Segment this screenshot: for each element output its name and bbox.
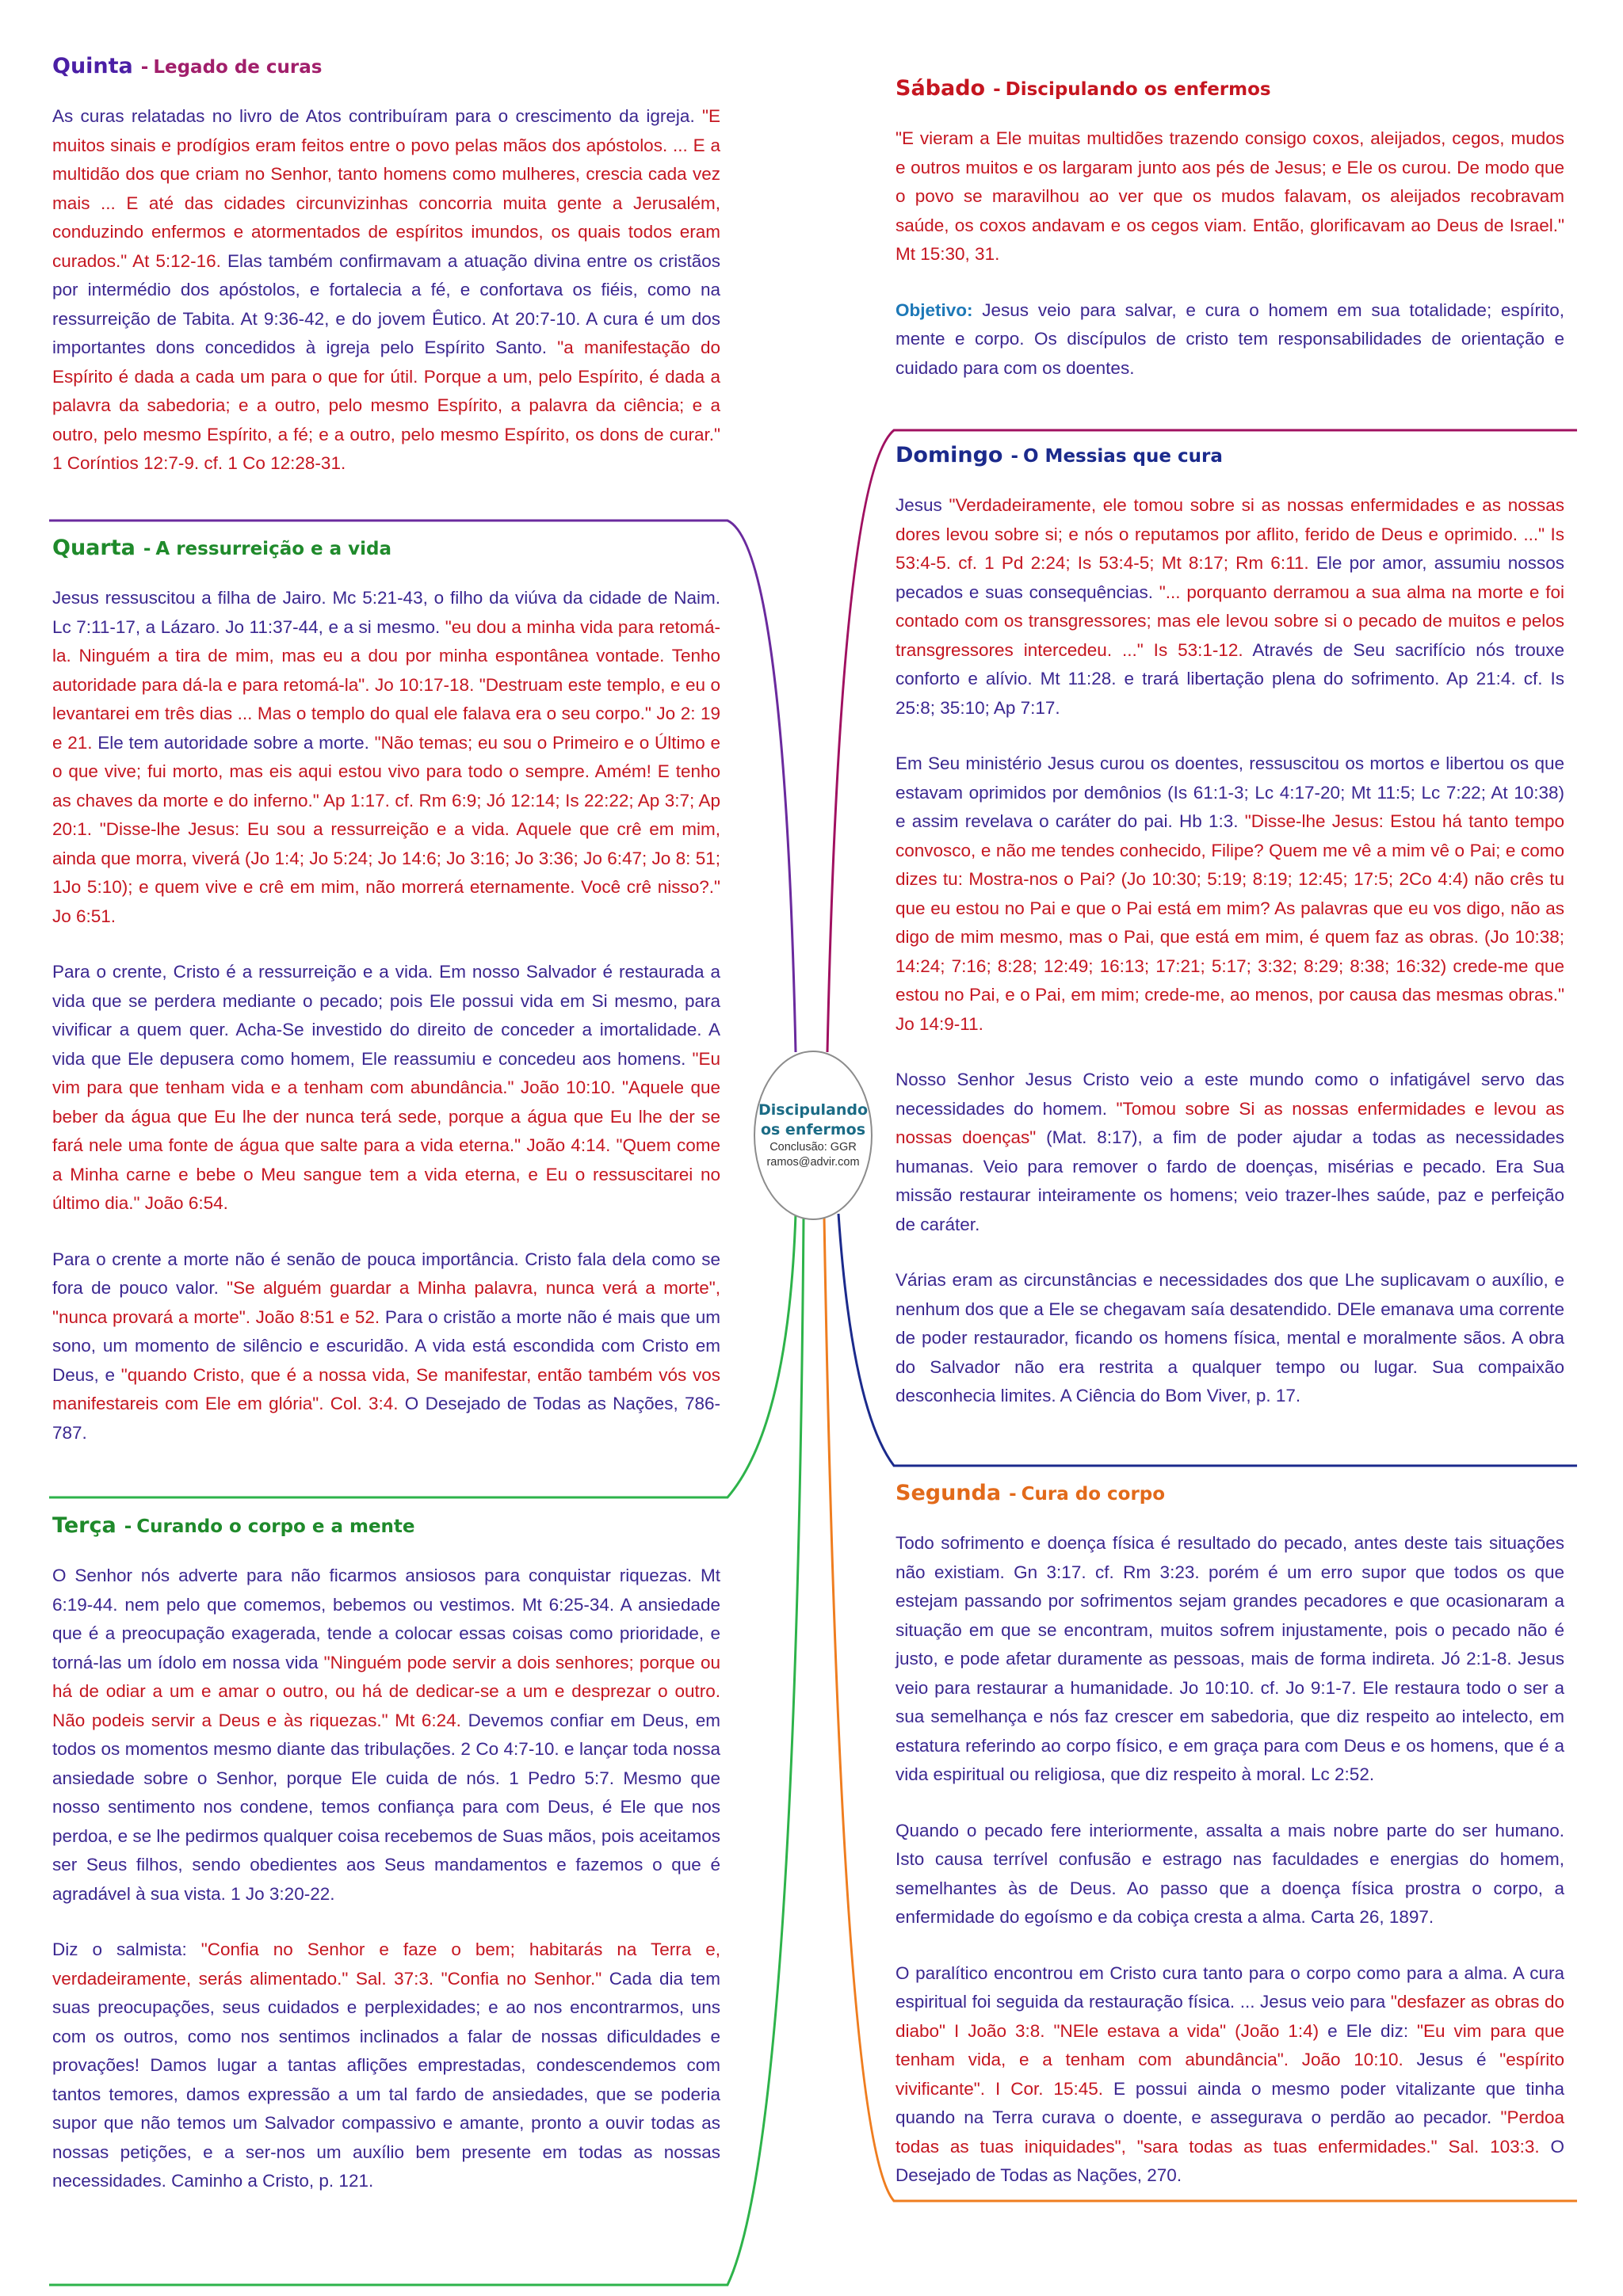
day-title: Sábado [896,76,986,101]
body-text: Jesus [896,495,949,515]
body-text: Em Seu ministério Jesus curou os doentes, ressuscitou os mortos e libertou os que estavam oprimidos por demônios (Is 61:1-3; Lc 4:17-20; Mt 11:5; Lc 7:22; At 10:38) e assim revelava o caráter do pai. Hb 1:3. [896,753,1564,831]
body-text: O Desejado de Todas as Nações, 270. [896,2136,1564,2185]
heading-separator: - [140,57,149,78]
heading-separator: - [143,539,151,559]
quote-text: "Perdoa todas as tuas iniquidades", "sara todas as tuas enfermidades." Sal. 103:3. [896,2107,1564,2157]
body-text: Cada dia tem suas preocupações, seus cuidados e perplexidades; e ao nos encontrarmos, uns com os outros, como nos sentimos inclinados a falar de nossas dificuldades e provações! Damos lugar a tantas aflições emprestadas, condescendemos com tantos temores, damos expressão a um tal fardo de ansiedades, que se poderia supor que não temos um Salvador compassivo e amante, pronto a ouvir todas as nossas petições, e a ser-nos um auxílio bem presente em todas as nossas necessidades. Caminho a Cristo, p. 121. [52,1968,721,2191]
body-text: O Desejado de Todas as Nações, 786-787. [52,1394,720,1443]
section-quinta [52,54,720,505]
quote-text: "Ninguém pode servir a dois senhores; porque ou há de odiar a um e amar o outro, ou há de dedicar-se a um e desprezar o outro. Não podeis servir a Deus e às riquezas." Mt 6:24. [52,1652,720,1730]
paragraph [896,1529,1564,1790]
paragraph [52,1936,720,2196]
quote-text: "Não temas; eu sou o Primeiro e o Último e o que vive; fui morto, mas eis aqui estou vivo para todo o sempre. Amém! E tenho as chaves da morte e do inferno." Ap 1:17. cf. Rm 6:9; Jó 12:14; Is 22:22; Ap 3:7; Ap 20:1. "Disse-lhe Jesus: Eu sou a ressurreição e a vida. Aquele que crê em mim, ainda que morra, viverá (Jo 1:4; Jo 5:24; Jo 14:6; Jo 3:16; Jo 3:36; Jo 6:47; Jo 8: 51; 1Jo 5:10); e quem vive e crê em mim, não morrerá eternamente. Você crê nisso?." Jo 6:51. [52,732,721,926]
section-heading [52,1513,720,1538]
quote-text: "E vieram a Ele muitas multidões trazendo consigo coxos, aleijados, cegos, mudos e outros muitos e os largaram junto aos pés de Jesus; e Ele os curou. De modo que o povo se maravilhou ao ver que os mudos falavam, os aleijados recobravam saúde, os coxos andavam e os cegos viam. Então, glorificavam ao Deus de Israel." Mt 15:30, 31. [896,128,1564,264]
body-text: e Ele diz: [1319,2020,1418,2041]
paragraph [52,1245,720,1448]
section-theme: A ressurreição e a vida [155,539,392,559]
body-text: Todo sofrimento e doença física é resultado do pecado, antes deste tais situações não existiam. Gn 3:17. cf. Rm 3:23. porém é um erro supor que todos os que estejam passando por sofrimentos sejam grandes pecadores e que ocasionaram a situação em que se encontram, muitos sofrem injustamente, pois o pecado não é justo, e pode afetar duramente as pessoas, mais de forma indireta. Jó 2:1-8. Jesus veio para restaurar a humanidade. Jo 10:10. cf. Jo 9:1-7. Ele restaura todo o ser a sua semelhança e nós faz crescer em sabedoria, que diz respeito ao intelecto, em estatura referindo ao corpo físico, e em graça para com Deus e os homens, que é a vida espiritual ou religiosa, que diz respeito à moral. Lc 2:52. [896,1533,1564,1784]
paragraph [896,296,1564,383]
quote-text: "Disse-lhe Jesus: Estou há tanto tempo convosco, e não me tendes conhecido, Filipe? Quem me vê a mim vê o Pai; e como dizes tu: Mostra-nos o Pai? (Jo 10:30; 5:19; 8:19; 12:45; 17:5; 2Co 4:4) não crês tu que eu estou no Pai e que o Pai está em mim? As palavras que eu vos digo, não as digo de mim mesmo, mas o Pai, que está em mim, é quem faz as obras. (Jo 10:38; 14:24; 7:16; 8:28; 12:49; 16:13; 17:21; 5:17; 3:32; 8:29; 8:38; 16:32) crede-me que estou no Pai, e o Pai, em mim; crede-me, ao menos, por causa das mesmas obras." Jo 14:9-11. [896,811,1564,1034]
section-theme: Curando o corpo e a mente [136,1516,415,1537]
paragraph [52,1562,720,1909]
body-text: As curas relatadas no livro de Atos contribuíram para o crescimento da igreja. [52,106,702,126]
body-text: O paralítico encontrou em Cristo cura tanto para o corpo como para a alma. A cura espiritual foi seguida da restauração física. ... Jesus veio para [896,1962,1564,2012]
central-title-line2: os enfermos [760,1121,866,1138]
paragraph [896,1959,1564,2191]
quote-text: "a manifestação do Espírito é dada a cada um para o que for útil. Porque a um, pelo Espírito, é dada a palavra da sabedoria; e a outro, pelo mesmo Espírito, a palavra da ciência; e a outro, pelo mesmo Espírito, a fé; e a outro, pelo mesmo Espírito, os dons de curar." 1 Coríntios 12:7-9. cf. 1 Co 12:28-31. [52,338,720,473]
quote-text: "Tomou sobre Si as nossas enfermidades e levou as nossas doenças" [896,1098,1564,1147]
heading-separator: - [1009,1484,1017,1505]
body-text: Elas também confirmavam a atuação divina entre os cristãos por intermédio dos apóstolos, e fortalecia a fé, e confortava os fiéis, como na ressurreição de Tabita. At 9:36-42, e do jovem Êutico. At 20:7-10. A cura é um dos importantes dons concedidos à igreja pelo Espírito Santo. [52,250,720,357]
section-heading [896,443,1564,467]
section-theme: Legado de curas [153,57,323,78]
paragraph [52,584,720,931]
quote-text: "espírito vivificante". I Cor. 15:45. [896,2050,1565,2099]
paragraph [896,1817,1564,1932]
central-title-line1: Discipulando [758,1101,868,1119]
paragraph [896,124,1564,269]
section-heading [896,76,1564,101]
quote-text: "E muitos sinais e prodígios eram feitos entre o povo pelas mãos dos apóstolos. ... E a multidão dos que criam no Senhor, tanto homens como mulheres, crescia cada vez mais ... E até das cidades circunvizinhas concorria muita gente a Jerusalém, conduzindo enfermos e atormentados de espíritos imundos, os quais todos eram curados." At 5:12-16. [52,106,720,271]
quote-text: "... porquanto derramou a sua alma na morte e foi contado com os transgressores; mas ele levou sobre si o pecado de muitos e pelos transgressores intercedeu. ..." Is 53:1-12. [896,582,1564,660]
body-text: Para o crente a morte não é senão de pouca importância. Cristo fala dela como se fora de pouco valor. [52,1249,720,1298]
section-quarta [52,536,720,1474]
body-text: Ele por amor, assumiu nossos pecados e suas consequências. [896,553,1564,602]
section-theme: O Messias que cura [1023,446,1223,467]
day-title: Quarta [52,536,136,560]
paragraph [896,491,1564,723]
section-theme: Discipulando os enfermos [1005,79,1271,100]
body-text: Ele tem autoridade sobre a morte. [92,732,375,753]
quote-text: "eu dou a minha vida para retomá-la. Ninguém a tira de mim, mas eu a dou por minha espontânea vontade. Tenho autoridade para dá-la e para retomá-la". Jo 10:17-18. "Destruam este templo, e eu o levantarei em três dias ... Mas o templo do qual ele falava era o seu corpo." Jo 2: 19 e 21. [52,616,720,753]
body-text: Devemos confiar em Deus, em todos os momentos mesmo diante das tribulações. 2 Co 4:7-10. e lançar toda nossa ansiedade sobre o Senhor, porque Ele cuida de nós. 1 Pedro 5:7. Mesmo que nosso sentimento nos condene, temos confiança para com Deus, é Ele que nos perdoa, e se lhe pedirmos qualquer coisa recebemos de Suas mãos, pois aceitamos ser Seus filhos, sendo obedientes aos Seus mandamentos e fazemos o que é agradável à sua vista. 1 Jo 3:20-22. [52,1710,720,1904]
section-terca [52,1513,720,2223]
quote-text: "Confia no Senhor e faze o bem; habitarás na Terra e, verdadeiramente, serás alimentado." Sal. 37:3. "Confia no Senhor." [52,1939,720,1989]
heading-separator: - [1010,446,1018,467]
section-segunda [896,1481,1564,2218]
section-theme: Cura do corpo [1021,1484,1166,1505]
paragraph [896,749,1564,1039]
body-text: Quando o pecado fere interiormente, assalta a mais nobre parte do ser humano. Isto causa terrível confusão e estrago nas faculdades e energias do homem, semelhantes às de Deus. Ao passo que a doença física prostra o corpo, a enfermidade do egoísmo e da cobiça cresta a alma. Carta 26, 1897. [896,1820,1564,1927]
section-heading [896,1481,1564,1505]
paragraph [52,102,720,479]
quote-text: "Verdadeiramente, ele tomou sobre si as nossas enfermidades e as nossas dores levou sobre si; e nós o reputamos por aflito, ferido de Deus e oprimido. ..." Is 53:4-5. cf. 1 Pd 2:24; Is 53:4-5; Mt 8:17; Rm 6:11. [896,495,1564,573]
day-title: Segunda [896,1481,1002,1505]
body-text: E possui ainda o mesmo poder vitalizante que tinha quando na Terra curava o doente, e assegurava o perdão ao pecador. [896,2078,1564,2127]
quote-text: "Eu vim para que tenham vida, e a tenham com abundância". João 10:10. [896,2020,1565,2069]
section-heading [52,54,720,78]
body-text: (Mat. 8:17), a fim de poder ajudar a todas as necessidades humanas. Veio para remover o fardo de doenças, misérias e pecado. Era Sua missão restaurar inteiramente os homens; veio trazer-lhes saúde, paz e perfeição de caráter. [896,1127,1564,1234]
paragraph [52,958,720,1219]
central-note-line2: ramos@advir.com [766,1156,860,1169]
central-topic [754,1051,873,1220]
heading-separator: - [993,79,1001,100]
day-title: Terça [52,1513,116,1538]
section-heading [52,536,720,560]
body-text: Diz o salmista: [52,1939,201,1959]
day-title: Domingo [896,443,1003,467]
body-text: Para o cristão a morte não é mais que um sono, um momento de silêncio e escuridão. A vida está escondida com Cristo em Deus, e [52,1306,720,1385]
objective-label: Objetivo: [896,299,973,320]
section-sabado [896,76,1564,410]
body-text: Várias eram as circunstâncias e necessidades dos que Lhe suplicavam o auxílio, e nenhum dos que a Ele se chegavam saía desatendido. DEle emanava uma corrente de poder restaurador, ficando os homens física, mental e moralmente sãos. A obra do Salvador não era restrita a qualquer tempo ou lugar. Sua compaixão desconhecia limites. A Ciência do Bom Viver, p. 17. [896,1270,1564,1405]
heading-separator: - [124,1516,132,1537]
body-text: Para o crente, Cristo é a ressurreição e a vida. Em nosso Salvador é restaurada a vida que se perdera mediante o pecado; pois Ele possui vida em Si mesmo, para vivificar a quem quer. Acha-Se investido do direito de conceder a imortalidade. A vida que Ele depusera como homem, Ele reassumiu e concedeu aos homens. [52,962,720,1069]
body-text: Através de Seu sacrifício nós trouxe conforto e alívio. Mt 11:28. e trará libertação plena do sofrimento. Ap 21:4. cf. Is 25:8; 35:10; Ap 7:17. [896,639,1564,718]
quote-text: "quando Cristo, que é a nossa vida, Se manifestar, então também vós vos manifestareis com Ele em glória". Col. 3:4. [52,1364,720,1413]
body-text: O Senhor nós adverte para não ficarmos ansiosos para conquistar riquezas. Mt 6:19-44. nem pelo que comemos, bebemos ou vestimos. Mt 6:25-34. A ansiedade que é a preocupação exagerada, tende a colocar essas coisas como prioridade, e torná-las um ídolo em nossa vida [52,1566,720,1672]
paragraph [896,1266,1564,1411]
body-text: Jesus ressuscitou a filha de Jairo. Mc 5:21-43, o filho da viúva da cidade de Naim. Lc 7:11-17, a Lázaro. Jo 11:37-44, e a si mesmo. [52,588,720,637]
body-text: Nosso Senhor Jesus Cristo veio a este mundo como o infatigável servo das necessidades do homem. [896,1070,1564,1119]
section-domingo [896,443,1564,1438]
quote-text: "Eu vim para que tenham vida e a tenham com abundância." João 10:10. "Aquele que beber da água que Eu lhe der nunca terá sede, porque a água que Eu lhe der se fará nele uma fonte de água que salte para a vida eterna." João 4:14. "Quem come a Minha carne e bebe o Meu sangue tem a vida eterna, e Eu o ressuscitarei no último dia." João 6:54. [52,1048,720,1213]
body-text: Jesus é [1403,2050,1500,2069]
quote-text: "desfazer as obras do diabo" I João 3:8. "NEle estava a vida" (João 1:4) [896,1992,1564,2041]
quote-text: "Se alguém guardar a Minha palavra, nunca verá a morte", "nunca provará a morte". João 8:51 e 52. [52,1278,720,1327]
central-note-line1: Conclusão: GGR [769,1141,857,1154]
paragraph [896,1066,1564,1239]
body-text: Jesus veio para salvar, e cura o homem em sua totalidade; espírito, mente e corpo. Os discípulos de cristo tem responsabilidades de orientação e cuidado para com os doentes. [896,299,1564,378]
day-title: Quinta [52,54,133,78]
